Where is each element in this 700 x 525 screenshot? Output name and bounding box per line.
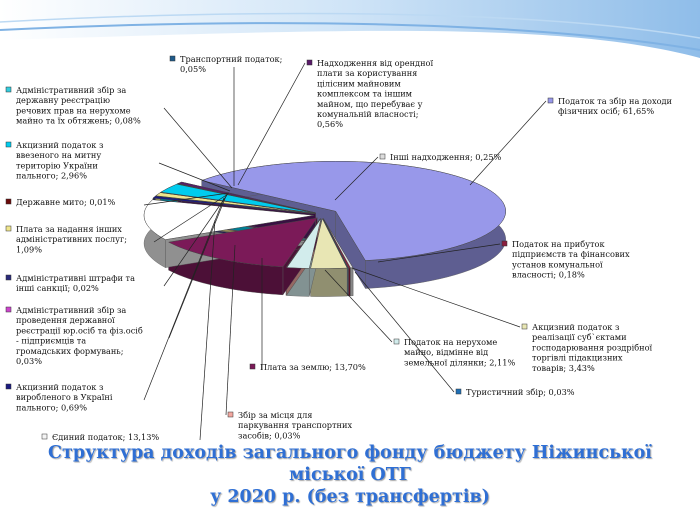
legend-marker: [394, 339, 399, 344]
data-label: [6, 140, 104, 181]
legend-marker: [307, 60, 312, 65]
data-label-text: Податок та збір на доходи фізичних осіб; 61,65%: [558, 96, 672, 117]
legend-marker: [522, 324, 527, 329]
data-label: [502, 239, 630, 280]
legend-marker: [228, 412, 233, 417]
data-label-text: Адміністративний збір за проведення державної реєстрації юр.осіб та фіз.осіб - підприємців та громадських формувань; 0,03%: [16, 305, 143, 366]
data-label-text: Акцизний податок з реалізації суб`єктами господарювання роздрібної торгівлі підакцизних товарів; 3,43%: [532, 322, 653, 373]
legend-marker: [456, 389, 461, 394]
data-label-text: Плата за землю; 13,70%: [260, 362, 366, 372]
slide-title: [20, 442, 680, 508]
data-label-text: Державне мито; 0,01%: [16, 197, 116, 207]
data-label: [228, 410, 352, 440]
data-label-text: Акцизний податок з ввезеного на митну територію України пального; 2,96%: [16, 140, 104, 181]
data-label-text: Плата за надання інших адміністративних послуг; 1,09%: [16, 224, 127, 255]
leader-line: [470, 101, 546, 185]
legend-marker: [6, 199, 11, 204]
data-label-text: Транспортний податок; 0,05%: [180, 54, 283, 75]
data-label: [522, 322, 653, 373]
data-label-text: Адміністративний збір за державну реєстрацію речових прав на нерухоме майно та їх обтяжень; 0,08%: [16, 85, 141, 126]
legend-marker: [502, 241, 507, 246]
data-label-text: Адміністративні штрафи та інші санкції; 0,02%: [16, 273, 135, 294]
data-label-text: Податок на прибуток підприємств та фінансових установ комунальної власності; 0,18%: [512, 239, 630, 280]
pie-slice-side: [350, 268, 353, 296]
legend-marker: [250, 364, 255, 369]
data-label: [307, 58, 433, 129]
legend-marker: [6, 142, 11, 147]
data-label-text: Надходження від орендної плати за користування цілісним майновим комплексом та іншим майном, що перебуває у комунальній власності; 0,56%: [317, 58, 434, 130]
data-label: [6, 305, 143, 366]
slide-title-line1: Структура доходів загального фонду бюджету Ніжинської міської ОТГ: [48, 443, 652, 485]
legend-marker: [6, 275, 11, 280]
data-label: [548, 96, 673, 116]
data-label-text: Акцизний податок з виробленого в Україні пального; 0,69%: [16, 382, 113, 413]
data-label-text: Інші надходження; 0,25%: [390, 152, 502, 162]
leader-line: [164, 108, 232, 188]
data-label-text: Збір за місця для паркування транспортних засобів; 0,03%: [238, 410, 353, 441]
leader-line: [355, 272, 454, 392]
data-label: [42, 432, 159, 442]
legend-marker: [548, 98, 553, 103]
slide-title-line2: у 2020 р. (без трансфертів): [210, 487, 490, 507]
data-label: [6, 85, 141, 126]
data-label: [6, 273, 135, 293]
data-label: [380, 152, 502, 162]
data-label: [394, 337, 515, 367]
data-label: [6, 197, 116, 207]
data-label: [6, 224, 127, 254]
pie-slice-side: [348, 268, 350, 296]
pie-slice-side: [311, 268, 348, 297]
data-label-text: Єдиний податок; 13,13%: [52, 432, 160, 442]
legend-marker: [6, 384, 11, 389]
data-label: [170, 54, 282, 74]
data-label-text: Туристичний збір; 0,03%: [466, 387, 575, 397]
legend-marker: [6, 307, 11, 312]
data-label: [250, 362, 366, 372]
data-label: [6, 382, 113, 412]
legend-marker: [6, 87, 11, 92]
data-label: [456, 387, 575, 397]
legend-marker: [170, 56, 175, 61]
legend-marker: [6, 226, 11, 231]
legend-marker: [42, 434, 47, 439]
legend-marker: [380, 154, 385, 159]
data-label-text: Податок на нерухоме майно, відмінне від земельної ділянки; 2,11%: [404, 337, 516, 368]
